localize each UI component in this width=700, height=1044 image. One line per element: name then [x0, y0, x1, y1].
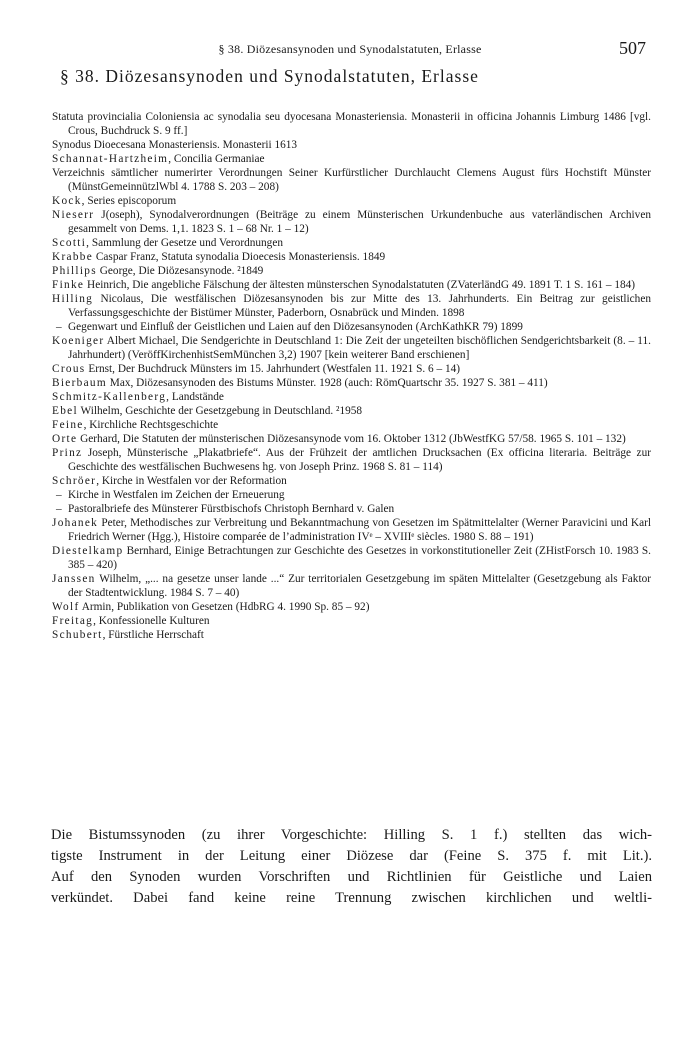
bibliography-entry	[52, 264, 651, 278]
entry-text: Joseph, Münsterische „Plakatbriefe“. Aus der Frühzeit der amtlichen Drucksachen (Ex officina literaria. Beiträge zur Geschichte des westfälischen Buchwesens hg. von Joseph Prinz. 1968 S. 81 – 114)	[68, 447, 651, 473]
entry-author: Krabbe	[52, 251, 94, 263]
bibliography-entry	[52, 390, 651, 404]
entry-text: Armin, Publikation von Gesetzen (HdbRG 4. 1990 Sp. 85 – 92)	[79, 601, 370, 613]
entry-author: Scotti	[52, 237, 87, 249]
entry-author: Nieserr	[52, 209, 95, 221]
running-head	[50, 40, 650, 62]
bibliography-entry	[52, 446, 651, 474]
entry-text: J(oseph), Synodalverordnungen (Beiträge zu einem Münsterischen Urkundenbuche aus vaterländischen Archiven gesammelt von Dems. 1,1. 1823 S. 1 – 68 Nr. 1 – 12)	[68, 209, 651, 235]
entry-text: , Concilia Germaniae	[168, 153, 265, 165]
body-text	[51, 825, 652, 909]
bibliography-entry	[52, 250, 651, 264]
bibliography-entry	[52, 208, 651, 236]
entry-author: Crous	[52, 363, 86, 375]
body-paragraph	[51, 825, 652, 909]
bibliography-entry	[52, 628, 651, 642]
body-line: tigste Instrument in der Leitung einer Diözese dar (Feine S. 375 f. mit Lit.).	[51, 848, 652, 864]
entry-author: Schubert	[52, 629, 103, 641]
entry-text: Albert Michael, Die Sendgerichte in Deutschland 1: Die Zeit der ungeteilten bischöflichen Sendgerichtsbarkeit (8. – 11. Jahrhundert) (VeröffKirchenhistSemMünchen 3,2) 1907 [kein weiterer Band erschienen]	[68, 335, 651, 361]
bibliography-entry	[52, 418, 651, 432]
running-head-title: § 38. Diözesansynoden und Synodalstatuten, Erlasse	[218, 42, 482, 56]
entry-text: Nicolaus, Die westfälischen Diözesansynoden bis zur Mitte des 13. Jahrhunderts. Ein Beitrag zur geistlichen Verfassungsgeschichte der Bistümer Münster, Paderborn, Osnabrück und Minden. 1898	[68, 293, 651, 319]
entry-text: Verzeichnis sämtlicher numerirter Verordnungen Seiner Kurfürstlicher Durchlaucht Clemens August fürs Hochstift Münster (MünstGemeinnützlWbl 4. 1788 S. 203 – 208)	[52, 167, 651, 193]
entry-author: Wolf	[52, 601, 80, 613]
bibliography-entry	[52, 152, 651, 166]
bibliography-entry	[52, 488, 651, 502]
entry-author: Phillips	[52, 265, 97, 277]
bibliography-list	[52, 110, 651, 642]
entry-author: Kock	[52, 195, 82, 207]
entry-author: Bierbaum	[52, 377, 107, 389]
ditto-dash: –	[56, 321, 62, 333]
body-line: verkündet. Dabei fand keine reine Trennung zwischen kirchlichen und weltli-	[51, 890, 652, 906]
ditto-dash: –	[56, 503, 62, 515]
entry-author: Freitag	[52, 615, 94, 627]
entry-text: Gerhard, Die Statuten der münsterischen Diözesansynode vom 16. Oktober 1312 (JbWestfKG 57/58. 1965 S. 101 – 132)	[77, 433, 626, 445]
bibliography-entry	[52, 236, 651, 250]
bibliography-entry	[52, 194, 651, 208]
body-line: Auf den Synoden wurden Vorschriften und Richtlinien für Geistliche und Laien	[51, 869, 652, 885]
entry-author: Feine	[52, 419, 84, 431]
entry-text: , Fürstliche Herrschaft	[102, 629, 204, 641]
entry-author: Diestelkamp	[52, 545, 124, 557]
bibliography-entry	[52, 320, 651, 334]
bibliography-entry	[52, 138, 651, 152]
entry-text: Statuta provincialia Coloniensia ac synodalia seu dyocesana Monasteriensia. Monasterii in officina Johannis Limburg 1486 [vgl. Crous, Buchdruck S. 9 ff.]	[52, 111, 651, 137]
entry-text: George, Die Diözesansynode. ²1849	[96, 265, 264, 277]
entry-text: Caspar Franz, Statuta synodalia Dioecesis Monasteriensis. 1849	[93, 251, 386, 263]
bibliography-entry	[52, 502, 651, 516]
entry-text: Peter, Methodisches zur Verbreitung und Bekanntmachung von Gesetzen im Spätmittelalter (Werner Paravicini und Karl Friedrich Werner (Hgg.), Histoire comparée de l’administration IVᵉ – XVIIIᵉ siècles. 1980 S. 88 – 191)	[68, 517, 651, 543]
entry-text: , Kirche in Westfalen vor der Reformation	[96, 475, 287, 487]
bibliography-entry	[52, 474, 651, 488]
ditto-dash: –	[56, 489, 62, 501]
bibliography-entry	[52, 362, 651, 376]
entry-author: Schröer	[52, 475, 97, 487]
entry-text: , Konfessionelle Kulturen	[93, 615, 210, 627]
entry-text: Max, Diözesansynoden des Bistums Münster. 1928 (auch: RömQuartschr 35. 1927 S. 381 – 411)	[106, 377, 548, 389]
entry-text: Heinrich, Die angebliche Fälschung der ältesten münsterschen Synodalstatuten (ZVaterländG 49. 1891 T. 1 S. 161 – 184)	[84, 279, 636, 291]
entry-author: Johanek	[52, 517, 99, 529]
bibliography-entry	[52, 376, 651, 390]
body-line: Die Bistumssynoden (zu ihrer Vorgeschichte: Hilling S. 1 f.) stellten das wich-	[51, 827, 652, 843]
entry-text: Kirche in Westfalen im Zeichen der Erneuerung	[68, 489, 285, 501]
bibliography-entry	[52, 572, 651, 600]
bibliography-entry	[52, 292, 651, 320]
entry-text: Pastoralbriefe des Münsterer Fürstbischofs Christoph Bernhard v. Galen	[68, 503, 395, 515]
entry-text: , Sammlung der Gesetze und Verordnungen	[86, 237, 283, 249]
entry-author: Janssen	[52, 573, 96, 585]
entry-text: Bernhard, Einige Betrachtungen zur Geschichte des Gesetzes in vorkonstitutioneller Zeit (ZHistForsch 10. 1983 S. 385 – 420)	[68, 545, 651, 571]
bibliography-entry	[52, 278, 651, 292]
entry-author: Ebel	[52, 405, 78, 417]
bibliography-entry	[52, 600, 651, 614]
section-heading: § 38. Diözesansynoden und Synodalstatuten, Erlasse	[60, 66, 479, 86]
entry-text: Wilhelm, Geschichte der Gesetzgebung in Deutschland. ²1958	[77, 405, 363, 417]
entry-author: Prinz	[52, 447, 83, 459]
entry-text: , Kirchliche Rechtsgeschichte	[83, 419, 219, 431]
bibliography-entry	[52, 110, 651, 138]
entry-author: Finke	[52, 279, 85, 291]
bibliography-entry	[52, 544, 651, 572]
entry-text: Ernst, Der Buchdruck Münsters im 15. Jahrhundert (Westfalen 11. 1921 S. 6 – 14)	[85, 363, 461, 375]
bibliography-entry	[52, 404, 651, 418]
bibliography-entry	[52, 516, 651, 544]
entry-text: , Series episcoporum	[81, 195, 177, 207]
entry-text: , Landstände	[166, 391, 224, 403]
entry-text: Gegenwart und Einfluß der Geistlichen und Laien auf den Diözesansynoden (ArchKathKR 79) 1899	[68, 321, 523, 333]
entry-author: Hilling	[52, 293, 94, 305]
entry-author: Schmitz-Kallenberg	[52, 391, 167, 403]
entry-author: Schannat-Hartzheim	[52, 153, 169, 165]
bibliography-entry	[52, 614, 651, 628]
bibliography-entry	[52, 166, 651, 194]
page-number: 507	[619, 38, 646, 58]
bibliography-entry	[52, 432, 651, 446]
entry-text: Synodus Dioecesana Monasteriensis. Monasterii 1613	[52, 139, 298, 151]
entry-author: Koeniger	[52, 335, 105, 347]
entry-text: Wilhelm, „... na gesetze unser lande ...“ Zur territorialen Gesetzgebung im späten Mittelalter (Gesetzgebung als Faktor der Stadtentwicklung. 1984 S. 7 – 40)	[68, 573, 651, 599]
entry-author: Orte	[52, 433, 78, 445]
bibliography-entry	[52, 334, 651, 362]
